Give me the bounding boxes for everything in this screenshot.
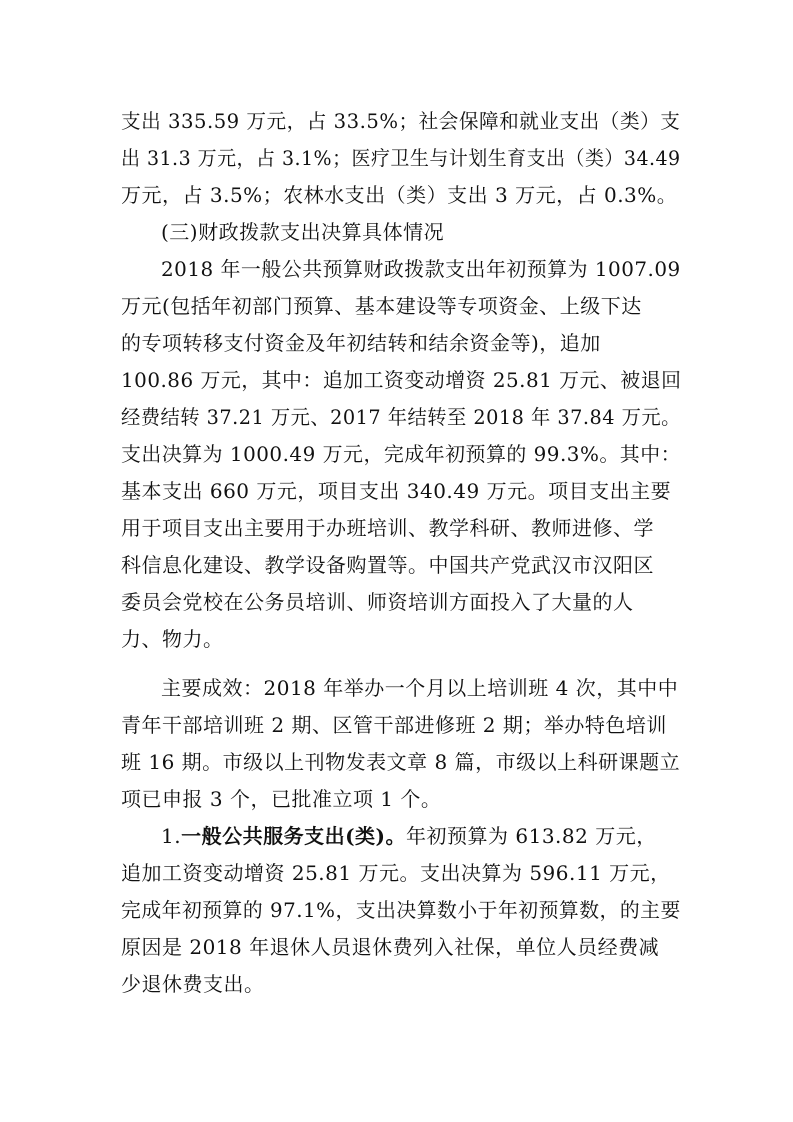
paragraph-line: 经费结转 37.21 万元、2017 年结转至 2018 年 37.84 万元。 [121, 405, 681, 429]
paragraph-line: 基本支出 660 万元，项目支出 340.49 万元。项目支出主要 [121, 479, 672, 503]
section-heading: (三)财政拨款支出决算具体情况 [161, 220, 445, 244]
paragraph-line: 班 16 期。市级以上刊物发表文章 8 篇，市级以上科研课题立 [121, 750, 681, 774]
paragraph-line: 主要成效：2018 年举办一个月以上培训班 4 次，其中中 [161, 676, 679, 700]
paragraph-line: 用于项目支出主要用于办班培训、教学科研、教师进修、学 [121, 516, 654, 540]
paragraph-line: 2018 年一般公共预算财政拨款支出年初预算为 1007.09 [161, 257, 681, 281]
paragraph-line: 万元(包括年初部门预算、基本建设等专项资金、上级下达 [121, 294, 642, 318]
paragraph-line: 项已申报 3 个，已批准立项 1 个。 [121, 787, 442, 811]
paragraph-line: 出 31.3 万元，占 3.1%；医疗卫生与计划生育支出（类）34.49 [121, 146, 681, 170]
paragraph-line: 原因是 2018 年退休人员退休费列入社保，单位人员经费减 [121, 935, 660, 959]
paragraph-line: 支出 335.59 万元，占 33.5%；社会保障和就业支出（类）支 [121, 109, 681, 133]
paragraph-line: 100.86 万元，其中：追加工资变动增资 25.81 万元、被退回 [121, 368, 682, 392]
paragraph-line: 万元，占 3.5%；农林水支出（类）支出 3 万元，占 0.3%。 [121, 183, 678, 207]
item-1-number: 1. [161, 824, 182, 848]
item-1-text: 年初预算为 613.82 万元， [406, 824, 657, 848]
paragraph-line: 追加工资变动增资 25.81 万元。支出决算为 596.11 万元， [121, 861, 671, 885]
paragraph-line: 委员会党校在公务员培训、师资培训方面投入了大量的人 [121, 590, 634, 614]
paragraph-line: 青年干部培训班 2 期、区管干部进修班 2 期；举办特色培训 [121, 713, 667, 737]
paragraph-line: 的专项转移支付资金及年初结转和结余资金等)，追加 [121, 331, 601, 355]
paragraph-line: 支出决算为 1000.49 万元，完成年初预算的 99.3%。其中： [121, 442, 682, 466]
paragraph-line: 少退休费支出。 [121, 972, 265, 996]
item-1-line [161, 822, 681, 850]
item-1-heading: 一般公共服务支出(类)。 [181, 824, 407, 848]
paragraph-line: 力、物力。 [121, 627, 224, 651]
paragraph-line: 科信息化建设、教学设备购置等。中国共产党武汉市汉阳区 [121, 553, 654, 577]
paragraph-line: 完成年初预算的 97.1%，支出决算数小于年初预算数，的主要 [121, 898, 681, 922]
